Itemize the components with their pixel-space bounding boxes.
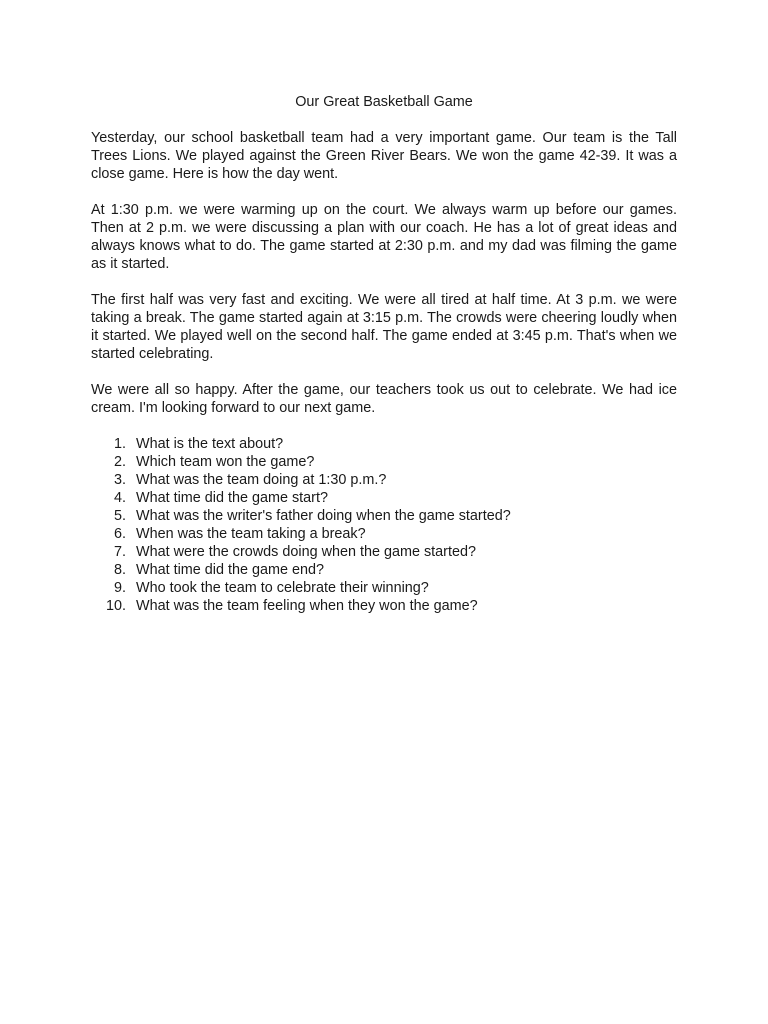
question-number: 3. (113, 472, 126, 488)
question-number: 8. (113, 562, 126, 578)
question-item (91, 579, 677, 597)
document-body (91, 93, 677, 615)
question-item (91, 525, 677, 543)
paragraph-warmup: At 1:30 p.m. we were warming up on the court. We always warm up before our games. Then at 2 p.m. we were discussing a plan with our coach. He has a lot of great ideas and always knows what to do. The game started at 2:30 p.m. and my dad was filming the game as it started. (91, 202, 677, 272)
question-item (91, 561, 677, 579)
question-text: What were the crowds doing when the game started? (136, 544, 476, 560)
question-item (91, 597, 677, 615)
question-item (91, 507, 677, 525)
question-number: 7. (113, 544, 126, 560)
question-text: What is the text about? (136, 436, 284, 452)
question-text: Which team won the game? (136, 454, 315, 470)
question-item (91, 543, 677, 561)
document-title: Our Great Basketball Game (295, 94, 473, 110)
question-number: 10. (105, 598, 126, 614)
question-number: 5. (113, 508, 126, 524)
question-text: What was the team doing at 1:30 p.m.? (136, 472, 387, 488)
question-text: What was the team feeling when they won the game? (136, 598, 478, 614)
paragraph-celebration: We were all so happy. After the game, our teachers took us out to celebrate. We had ice cream. I'm looking forward to our next game. (91, 382, 677, 416)
question-item (91, 453, 677, 471)
question-number: 1. (113, 436, 126, 452)
question-number: 6. (113, 526, 126, 542)
question-item (91, 435, 677, 453)
question-text: What was the writer's father doing when the game started? (136, 508, 511, 524)
question-text: When was the team taking a break? (136, 526, 366, 542)
paragraph-intro: Yesterday, our school basketball team had a very important game. Our team is the Tall Trees Lions. We played against the Green River Bears. We won the game 42-39. It was a close game. Here is how the day went. (91, 130, 677, 182)
question-item (91, 471, 677, 489)
question-number: 2. (113, 454, 126, 470)
question-text: What time did the game start? (136, 490, 328, 506)
question-item (91, 489, 677, 507)
question-number: 4. (113, 490, 126, 506)
question-text: What time did the game end? (136, 562, 324, 578)
question-text: Who took the team to celebrate their winning? (136, 580, 429, 596)
question-number: 9. (113, 580, 126, 596)
paragraph-game-halves: The first half was very fast and exciting. We were all tired at half time. At 3 p.m. we were taking a break. The game started again at 3:15 p.m. The crowds were cheering loudly when it started. We played well on the second half. The game ended at 3:45 p.m. That's when we started celebrating. (91, 292, 677, 362)
question-list (91, 435, 677, 615)
